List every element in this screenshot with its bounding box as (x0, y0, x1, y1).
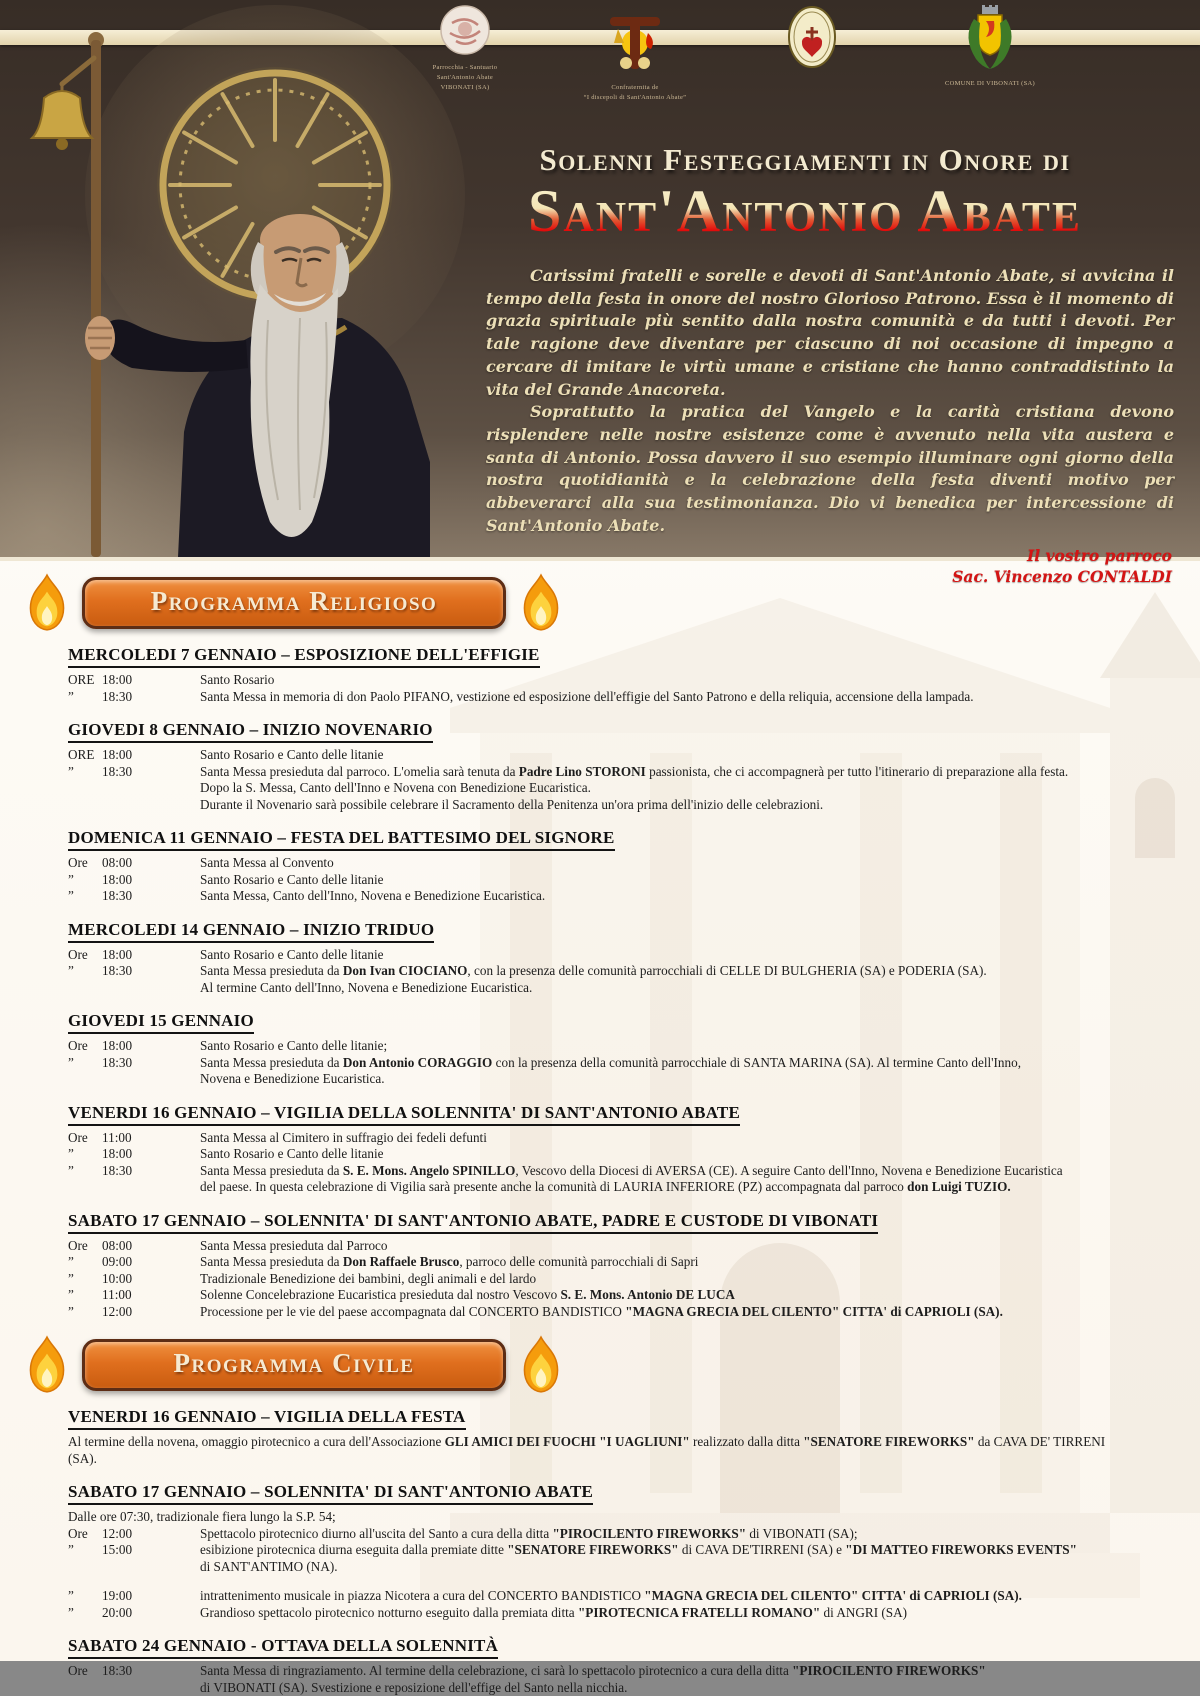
time-value: 18:00 (102, 872, 132, 889)
time-value: 11:00 (102, 1287, 132, 1304)
event-text: Tradizionale Benedizione dei bambini, degli animali e del lardo (200, 1271, 1138, 1288)
schedule-row (68, 1663, 1138, 1680)
schedule-row (68, 1542, 1138, 1559)
event-text: Santa Messa di ringraziamento. Al termine della celebrazione, ci sarà lo spettacolo pirotecnico a cura della ditta "PIROCILENTO FIREWORKS" (200, 1663, 1138, 1680)
time-cell (68, 1038, 200, 1055)
schedule-row (68, 888, 1138, 905)
subtitle: Solenni Festeggiamenti in Onore di (428, 142, 1182, 178)
time-value: 19:00 (102, 1588, 132, 1605)
event-text: Santo Rosario e Canto delle litanie (200, 1146, 1138, 1163)
time-prefix: ” (68, 689, 102, 706)
schedule-row (68, 872, 1138, 889)
time-cell (68, 1663, 200, 1680)
event-text: del paese. In questa celebrazione di Vigilia sarà presente anche la comunità di LAURIA INFERIORE (PZ) accompagnata dal parroco don Luigi TUZIO. (200, 1179, 1138, 1196)
time-value: 18:00 (102, 947, 132, 964)
time-cell (68, 1146, 200, 1163)
logo-tau-cross (540, 5, 730, 103)
event-text: di SANT'ANTIMO (NA). (200, 1559, 1138, 1576)
time-prefix: ” (68, 1542, 102, 1559)
time-prefix: ” (68, 1304, 102, 1321)
logo-oval-emblem (717, 5, 907, 74)
event (68, 645, 1138, 705)
time-prefix: ” (68, 1163, 102, 1180)
event-title: VENERDI 16 GENNAIO – VIGILIA DELLA FESTA (68, 1407, 466, 1430)
time-value: 18:30 (102, 1055, 132, 1072)
event-text: Santa Messa presieduta da S. E. Mons. Angelo SPINILLO, Vescovo della Diocesi di AVERSA (CE). A seguire Canto dell'Inno, Novena e Benedizione Eucaristica (200, 1163, 1138, 1180)
event (68, 1211, 1138, 1321)
event-text: Santo Rosario e Canto delle litanie; (200, 1038, 1138, 1055)
program-banner: Programma Civile (82, 1339, 506, 1391)
time-prefix: Ore (68, 855, 102, 872)
town-crest-icon (960, 5, 1020, 71)
event-text: Santa Messa presieduta dal Parroco (200, 1238, 1138, 1255)
time-prefix: Ore (68, 1238, 102, 1255)
schedule-row (68, 963, 1138, 980)
event-text: Processione per le vie del paese accompagnata dal CONCERTO BANDISTICO "MAGNA GRECIA DEL CILENTO" CITTA' di CAPRIOLI (SA). (200, 1304, 1138, 1321)
tau-cross-icon (604, 5, 666, 75)
schedule-row (68, 1304, 1138, 1321)
schedule-row (68, 1605, 1138, 1622)
time-prefix: Ore (68, 1038, 102, 1055)
page-title: Sant'Antonio Abate (428, 180, 1182, 243)
event-text: Spettacolo pirotecnico diurno all'uscita del Santo a cura della ditta "PIROCILENTO FIREWORKS" di VIBONATI (SA); (200, 1526, 1138, 1543)
schedule-row (68, 1179, 1138, 1196)
program-civile (68, 1335, 1138, 1696)
time-value: 18:30 (102, 1163, 132, 1180)
pastor-letter (486, 265, 1174, 538)
event-title: GIOVEDI 8 GENNAIO – INIZIO NOVENARIO (68, 720, 433, 743)
event-text: Santa Messa presieduta da Don Ivan CIOCIANO, con la presenza delle comunità parrocchiali di CELLE DI BULGHERIA (SA) e PODERIA (SA). (200, 963, 1138, 980)
schedule-row (68, 855, 1138, 872)
time-prefix (68, 1071, 102, 1088)
event (68, 1636, 1138, 1696)
time-cell (68, 947, 200, 964)
time-prefix (68, 980, 102, 997)
parish-seal-icon (440, 5, 490, 55)
time-prefix: ORE (68, 747, 102, 764)
event-title: SABATO 17 GENNAIO – SOLENNITA' DI SANT'ANTONIO ABATE, PADRE E CUSTODE DI VIBONATI (68, 1211, 878, 1234)
time-cell (68, 888, 200, 905)
time-prefix (68, 1680, 102, 1696)
event-title: DOMENICA 11 GENNAIO – FESTA DEL BATTESIMO DEL SIGNORE (68, 828, 615, 851)
time-prefix: ” (68, 1146, 102, 1163)
time-prefix: ” (68, 1055, 102, 1072)
time-value: 18:30 (102, 963, 132, 980)
time-prefix: ” (68, 1287, 102, 1304)
event (68, 920, 1138, 997)
schedule-row (68, 780, 1138, 797)
time-cell (68, 1055, 200, 1072)
event-text: esibizione pirotecnica diurna eseguita dalla premiate ditte "SENATORE FIREWORKS" di CAVA DE'TIRRENI (SA) e "DI MATTEO FIREWORKS EVENTS" (200, 1542, 1138, 1559)
event-text: di VIBONATI (SA). Svestizione e reposizione dell'effige del Santo nella nicchia. (200, 1680, 1138, 1696)
time-value: 18:00 (102, 1038, 132, 1055)
event-text: Durante il Novenario sarà possibile celebrare il Sacramento della Penitenza un'ora prima dell'inizio delle celebrazioni. (200, 797, 1138, 814)
time-value: 11:00 (102, 1130, 132, 1147)
schedule-row (68, 1238, 1138, 1255)
program-religioso (68, 573, 1138, 1320)
event-text: Santa Messa al Cimitero in suffragio dei fedeli defunti (200, 1130, 1138, 1147)
time-cell (68, 1526, 200, 1543)
time-cell (68, 872, 200, 889)
time-prefix: Ore (68, 947, 102, 964)
schedule-row (68, 1434, 1138, 1467)
time-value: 20:00 (102, 1605, 132, 1622)
event (68, 1407, 1138, 1467)
event-text: Solenne Concelebrazione Eucaristica presieduta dal nostro Vescovo S. E. Mons. Antonio DE LUCA (200, 1287, 1138, 1304)
time-cell (68, 797, 200, 814)
event-text: Santo Rosario e Canto delle litanie (200, 747, 1138, 764)
event-title: MERCOLEDI 7 GENNAIO – ESPOSIZIONE DELL'EFFIGIE (68, 645, 540, 668)
time-cell (68, 1588, 200, 1605)
time-cell (68, 1304, 200, 1321)
signature (428, 546, 1172, 588)
time-cell (68, 980, 200, 997)
time-cell (68, 747, 200, 764)
time-prefix: Ore (68, 1526, 102, 1543)
event (68, 1482, 1138, 1621)
event-text: Santa Messa al Convento (200, 855, 1138, 872)
time-cell (68, 1287, 200, 1304)
letter-paragraph: Carissimi fratelli e sorelle e devoti di Sant'Antonio Abate, si avvicina il tempo della festa in onore del nostro Glorioso Patrono. Essa è il momento di grazia spirituale più sentito dalla nostra comunità e da tutti i devoti. Per tale ragione deve diventare per ciascuno di noi occasione di impegno a cercare di imitare le virtù umane e cristiane che hanno contraddistinto la vita del Grande Anacoreta. (486, 265, 1174, 401)
event-title: VENERDI 16 GENNAIO – VIGILIA DELLA SOLENNITA' DI SANT'ANTONIO ABATE (68, 1103, 740, 1126)
schedule-row (68, 1055, 1138, 1072)
time-cell (68, 1163, 200, 1180)
event (68, 720, 1138, 813)
event-text: Santa Messa, Canto dell'Inno, Novena e Benedizione Eucaristica. (200, 888, 1138, 905)
logo-caption: Parrocchia - Santuario Sant'Antonio Abate VIBONATI (SA) (370, 63, 560, 92)
time-prefix: ” (68, 764, 102, 781)
schedule-row (68, 1287, 1138, 1304)
event-text: Santa Messa in memoria di don Paolo PIFANO, vestizione ed esposizione dell'effigie del Santo Patrono e della reliquia, accensione della lampada. (200, 689, 1138, 706)
schedule-row (68, 947, 1138, 964)
time-cell (68, 855, 200, 872)
time-prefix: ” (68, 872, 102, 889)
event-title: GIOVEDI 15 GENNAIO (68, 1011, 254, 1034)
event-text: Novena e Benedizione Eucaristica. (200, 1071, 1138, 1088)
time-value: 18:30 (102, 888, 132, 905)
flame-icon (518, 1335, 564, 1395)
time-prefix (68, 797, 102, 814)
signature-name: Sac. Vincenzo CONTALDI (428, 567, 1172, 588)
schedule-row (68, 672, 1138, 689)
time-prefix: ” (68, 1254, 102, 1271)
time-cell (68, 1559, 200, 1576)
time-cell (68, 1179, 200, 1196)
event-title: MERCOLEDI 14 GENNAIO – INIZIO TRIDUO (68, 920, 434, 943)
schedule-row (68, 1509, 1138, 1526)
schedule-row (68, 1680, 1138, 1696)
time-cell (68, 1680, 200, 1696)
schedule-row (68, 689, 1138, 706)
time-cell (68, 780, 200, 797)
time-value: 12:00 (102, 1526, 132, 1543)
time-value: 18:00 (102, 1146, 132, 1163)
time-value: 18:00 (102, 747, 132, 764)
time-value: 08:00 (102, 855, 132, 872)
time-prefix: ” (68, 1588, 102, 1605)
time-prefix: Ore (68, 1663, 102, 1680)
schedule-row (68, 764, 1138, 781)
schedule-row (68, 980, 1138, 997)
schedule-row (68, 1130, 1138, 1147)
logo-caption: Confraternita de “I discepoli di Sant'Antonio Abate” (540, 83, 730, 103)
schedule-row (68, 1163, 1138, 1180)
flame-icon (24, 573, 70, 633)
event-text: Santo Rosario e Canto delle litanie (200, 872, 1138, 889)
event (68, 1011, 1138, 1088)
event-text: Santo Rosario e Canto delle litanie (200, 947, 1138, 964)
program-banner-row (24, 1335, 1138, 1395)
event-text: Al termine della novena, omaggio pirotecnico a cura dell'Associazione GLI AMICI DEI FUOCHI "I UAGLIUNI" realizzato dalla ditta "SENATORE FIREWORKS" da CAVA DE' TIRRENI (SA). (68, 1434, 1138, 1467)
oval-emblem-icon (787, 5, 837, 69)
schedule-row (68, 1559, 1138, 1576)
signature-role: Il vostro parroco (428, 546, 1172, 567)
time-cell (68, 1271, 200, 1288)
time-cell (68, 689, 200, 706)
logo-caption: COMUNE DI VIBONATI (SA) (895, 79, 1085, 89)
time-value: 18:00 (102, 672, 132, 689)
event-text: Dalle ore 07:30, tradizionale fiera lungo la S.P. 54; (68, 1509, 1138, 1526)
event-text: Grandioso spettacolo pirotecnico notturno eseguito dalla premiata ditta "PIROTECNICA FRATELLI ROMANO" di ANGRI (SA) (200, 1605, 1138, 1622)
time-cell (68, 1605, 200, 1622)
event-title: SABATO 17 GENNAIO – SOLENNITA' DI SANT'ANTONIO ABATE (68, 1482, 593, 1505)
time-value: 18:30 (102, 1663, 132, 1680)
schedule-row (68, 1071, 1138, 1088)
event-text: Santo Rosario (200, 672, 1138, 689)
time-value: 10:00 (102, 1271, 132, 1288)
schedule-row (68, 1526, 1138, 1543)
schedule-row (68, 1271, 1138, 1288)
time-prefix: ” (68, 963, 102, 980)
time-prefix: Ore (68, 1130, 102, 1147)
flame-icon (24, 1335, 70, 1395)
time-prefix (68, 1179, 102, 1196)
time-cell (68, 672, 200, 689)
logo-town-crest (895, 5, 1085, 89)
schedule-row (68, 1038, 1138, 1055)
time-prefix: ORE (68, 672, 102, 689)
time-cell (68, 1071, 200, 1088)
program-banner: Programma Religioso (82, 577, 506, 629)
schedule-row (68, 1254, 1138, 1271)
time-value: 08:00 (102, 1238, 132, 1255)
letter-paragraph: Soprattutto la pratica del Vangelo e la carità cristiana devono risplendere nelle nostre esistenze come è avvenuto nella vita austera e santa di Antonio. Possa davvero il suo esempio illuminare ogni giorno della nostra quotidianità e la celebrazione della festa diventi motivo per abbeverarci alla sua testimonianza. Dio vi benedica per intercessione di Sant'Antonio Abate. (486, 401, 1174, 537)
time-value: 12:00 (102, 1304, 132, 1321)
event-text: Santa Messa presieduta da Don Raffaele Brusco, parroco delle comunità parrocchiali di Sapri (200, 1254, 1138, 1271)
time-cell (68, 764, 200, 781)
event-text: Santa Messa presieduta dal parroco. L'omelia sarà tenuta da Padre Lino STORONI passionista, che ci accompagnerà per tutto l'itinerario di preparazione alla festa. (200, 764, 1138, 781)
event (68, 828, 1138, 905)
schedule-row (68, 797, 1138, 814)
event-title: SABATO 24 GENNAIO - OTTAVA DELLA SOLENNITÀ (68, 1636, 498, 1659)
event (68, 1103, 1138, 1196)
time-cell (68, 1130, 200, 1147)
time-prefix (68, 780, 102, 797)
time-prefix: ” (68, 888, 102, 905)
schedule-row (68, 747, 1138, 764)
time-value: 18:30 (102, 764, 132, 781)
time-prefix: ” (68, 1271, 102, 1288)
time-cell (68, 1254, 200, 1271)
schedule-row (68, 1588, 1138, 1605)
time-cell (68, 963, 200, 980)
logo-parish-seal (370, 5, 560, 92)
time-prefix (68, 1559, 102, 1576)
event-text: Dopo la S. Messa, Canto dell'Inno e Novena con Benedizione Eucaristica. (200, 780, 1138, 797)
time-value: 18:30 (102, 689, 132, 706)
time-cell (68, 1238, 200, 1255)
time-value: 09:00 (102, 1254, 132, 1271)
schedule-row (68, 1146, 1138, 1163)
event-text: Santa Messa presieduta da Don Antonio CORAGGIO con la presenza della comunità parrocchiale di SANTA MARINA (SA). Al termine Canto dell'Inno, (200, 1055, 1138, 1072)
time-cell (68, 1542, 200, 1559)
time-prefix: ” (68, 1605, 102, 1622)
event-text: intrattenimento musicale in piazza Nicotera a cura del CONCERTO BANDISTICO "MAGNA GRECIA DEL CILENTO" CITTA' di CAPRIOLI (SA). (200, 1588, 1138, 1605)
event-text: Al termine Canto dell'Inno, Novena e Benedizione Eucaristica. (200, 980, 1138, 997)
time-value: 15:00 (102, 1542, 132, 1559)
spacer (68, 1575, 1138, 1588)
